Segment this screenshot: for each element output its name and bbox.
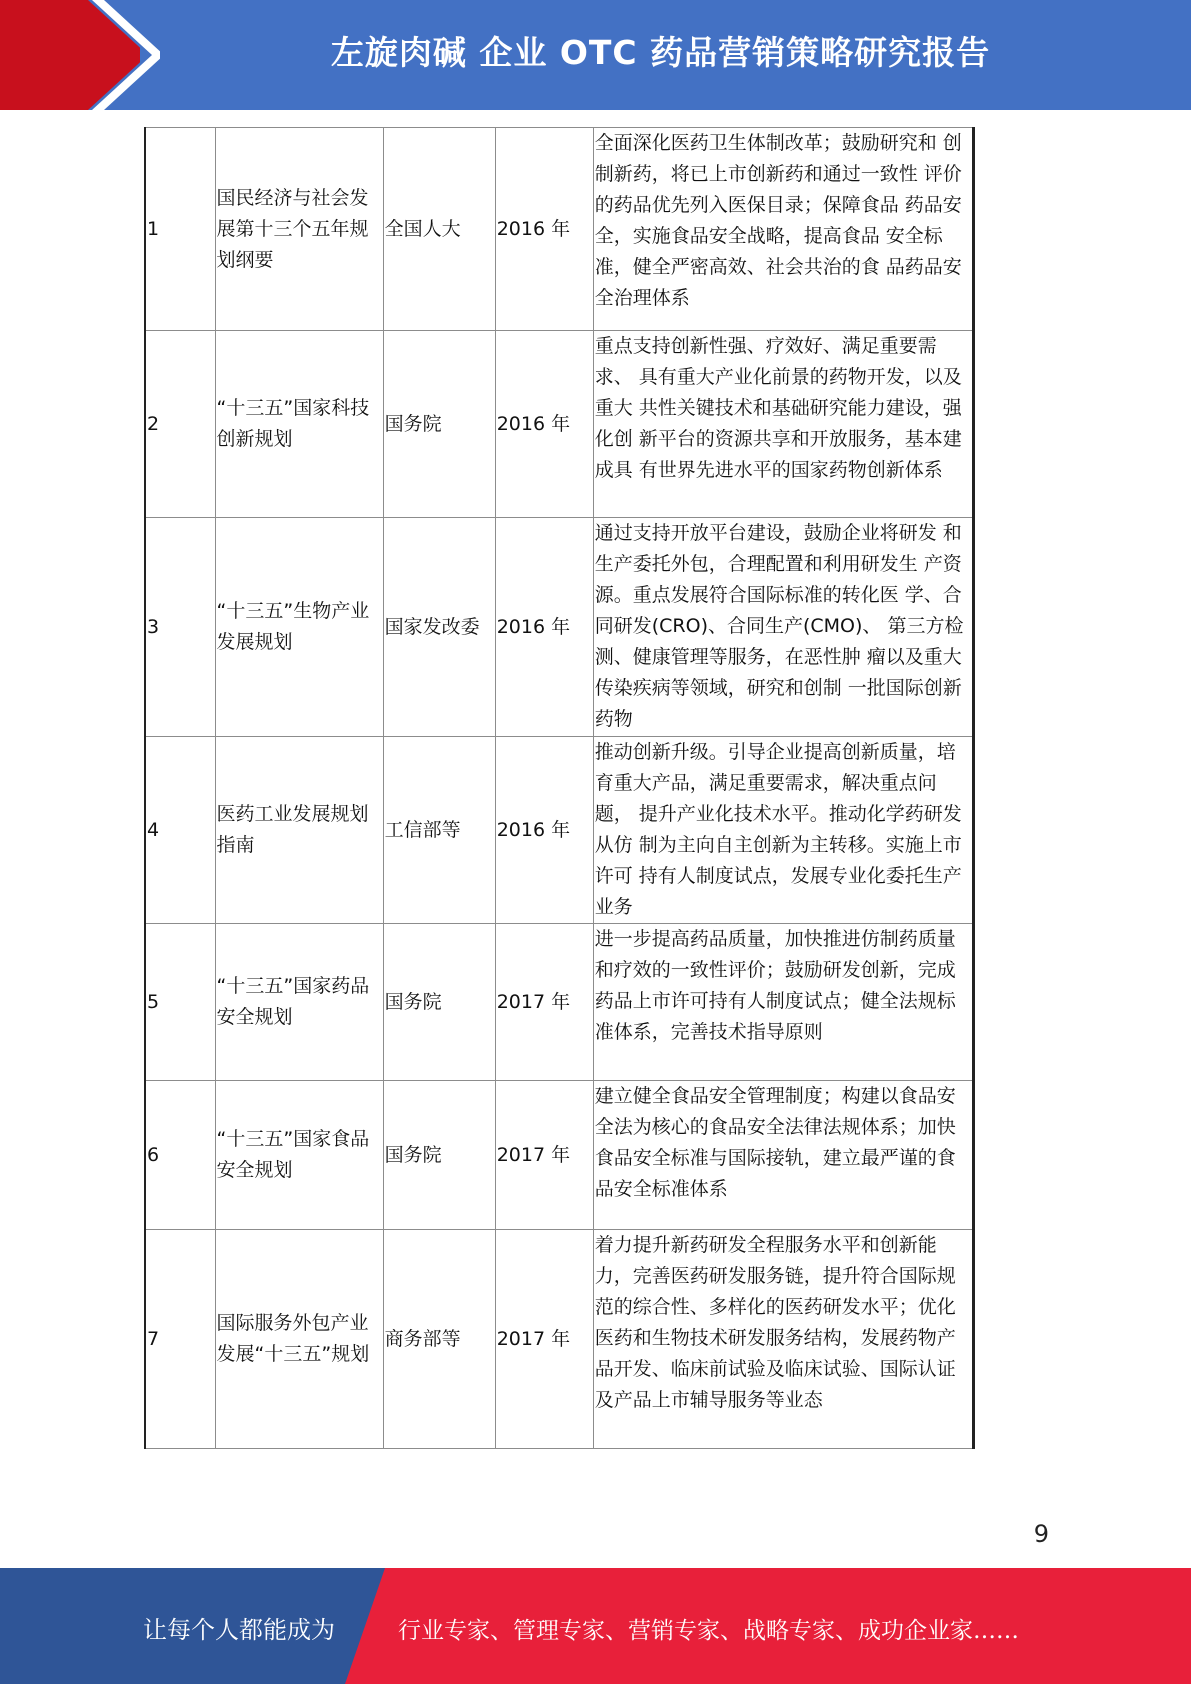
- policy-content: 通过支持开放平台建设，鼓励企业将研发 和生产委托外包，合理配置和利用研发生 产资源。重点发展符合国际标准的转化医 学、合同研发(CRO)、合同生产(CMO)、 第三方检测、健康管理等服务，在恶性肿 瘤以及重大传染疾病等领域，研究和创制 一批国际创新药物: [593, 518, 973, 737]
- report-title: 左旋肉碱 企业 OTC 药品营销策略研究报告: [330, 33, 991, 72]
- table-row: [145, 128, 974, 331]
- policy-year: 2016 年: [495, 331, 593, 518]
- footer-slogan-left: 让每个人都能成为: [143, 1616, 335, 1644]
- policy-year: 2016 年: [495, 128, 593, 331]
- policy-name: “十三五”国家食品安全规划: [215, 1081, 383, 1230]
- page-number: 9: [1033, 1520, 1049, 1548]
- policy-issuer: 国务院: [383, 1081, 495, 1230]
- table-row: [145, 1081, 974, 1230]
- row-number: 1: [145, 128, 215, 331]
- policy-issuer: 工信部等: [383, 737, 495, 924]
- policy-issuer: 国家发改委: [383, 518, 495, 737]
- policy-table: [144, 127, 975, 1449]
- policy-year: 2016 年: [495, 518, 593, 737]
- row-number: 5: [145, 924, 215, 1081]
- policy-year: 2017 年: [495, 924, 593, 1081]
- table-row: [145, 331, 974, 518]
- policy-issuer: 国务院: [383, 331, 495, 518]
- policy-name: 国民经济与社会发展第十三个五年规划纲要: [215, 128, 383, 331]
- policy-content: 推动创新升级。引导企业提高创新质量，培 育重大产品，满足重要需求，解决重点问题， 提升产业化技术水平。推动化学药研发从仿 制为主向自主创新为主转移。实施上市许可 持有人制度试点，发展专业化委托生产业务: [593, 737, 973, 924]
- policy-issuer: 国务院: [383, 924, 495, 1081]
- footer-slogan-right: 行业专家、管理专家、营销专家、战略专家、成功企业家……: [398, 1618, 1019, 1644]
- policy-name: “十三五”国家科技创新规划: [215, 331, 383, 518]
- policy-content: 进一步提高药品质量，加快推进仿制药质量 和疗效的一致性评价；鼓励研发创新，完成 药品上市许可持有人制度试点；健全法规标 准体系，完善技术指导原则: [593, 924, 973, 1081]
- policy-name: 医药工业发展规划指南: [215, 737, 383, 924]
- policy-content: 全面深化医药卫生体制改革；鼓励研究和 创制新药，将已上市创新药和通过一致性 评价的药品优先列入医保目录；保障食品 药品安全，实施食品安全战略，提高食品 安全标准，健全严密高效、社会共治的食 品药品安全治理体系: [593, 128, 973, 331]
- policy-year: 2016 年: [495, 737, 593, 924]
- row-number: 7: [145, 1230, 215, 1449]
- table-row: [145, 924, 974, 1081]
- table-row: [145, 737, 974, 924]
- table-row: [145, 1230, 974, 1449]
- row-number: 6: [145, 1081, 215, 1230]
- policy-content: 着力提升新药研发全程服务水平和创新能 力，完善医药研发服务链，提升符合国际规 范的综合性、多样化的医药研发水平；优化 医药和生物技术研发服务结构，发展药物产 品开发、临床前试验及临床试验、国际认证 及产品上市辅导服务等业态: [593, 1230, 973, 1449]
- policy-name: 国际服务外包产业发展“十三五”规划: [215, 1230, 383, 1449]
- footer-banner: [0, 1568, 1191, 1684]
- header-banner: [0, 0, 1191, 110]
- policy-content: 重点支持创新性强、疗效好、满足重要需求、 具有重大产业化前景的药物开发，以及重大 共性关键技术和基础研究能力建设，强化创 新平台的资源共享和开放服务，基本建成具 有世界先进水平的国家药物创新体系: [593, 331, 973, 518]
- policy-issuer: 全国人大: [383, 128, 495, 331]
- policy-year: 2017 年: [495, 1230, 593, 1449]
- policy-year: 2017 年: [495, 1081, 593, 1230]
- policy-name: “十三五”生物产业发展规划: [215, 518, 383, 737]
- row-number: 3: [145, 518, 215, 737]
- row-number: 2: [145, 331, 215, 518]
- policy-issuer: 商务部等: [383, 1230, 495, 1449]
- policy-name: “十三五”国家药品安全规划: [215, 924, 383, 1081]
- table-row: [145, 518, 974, 737]
- row-number: 4: [145, 737, 215, 924]
- policy-content: 建立健全食品安全管理制度；构建以食品安 全法为核心的食品安全法律法规体系；加快 食品安全标准与国际接轨，建立最严谨的食 品安全标准体系: [593, 1081, 973, 1230]
